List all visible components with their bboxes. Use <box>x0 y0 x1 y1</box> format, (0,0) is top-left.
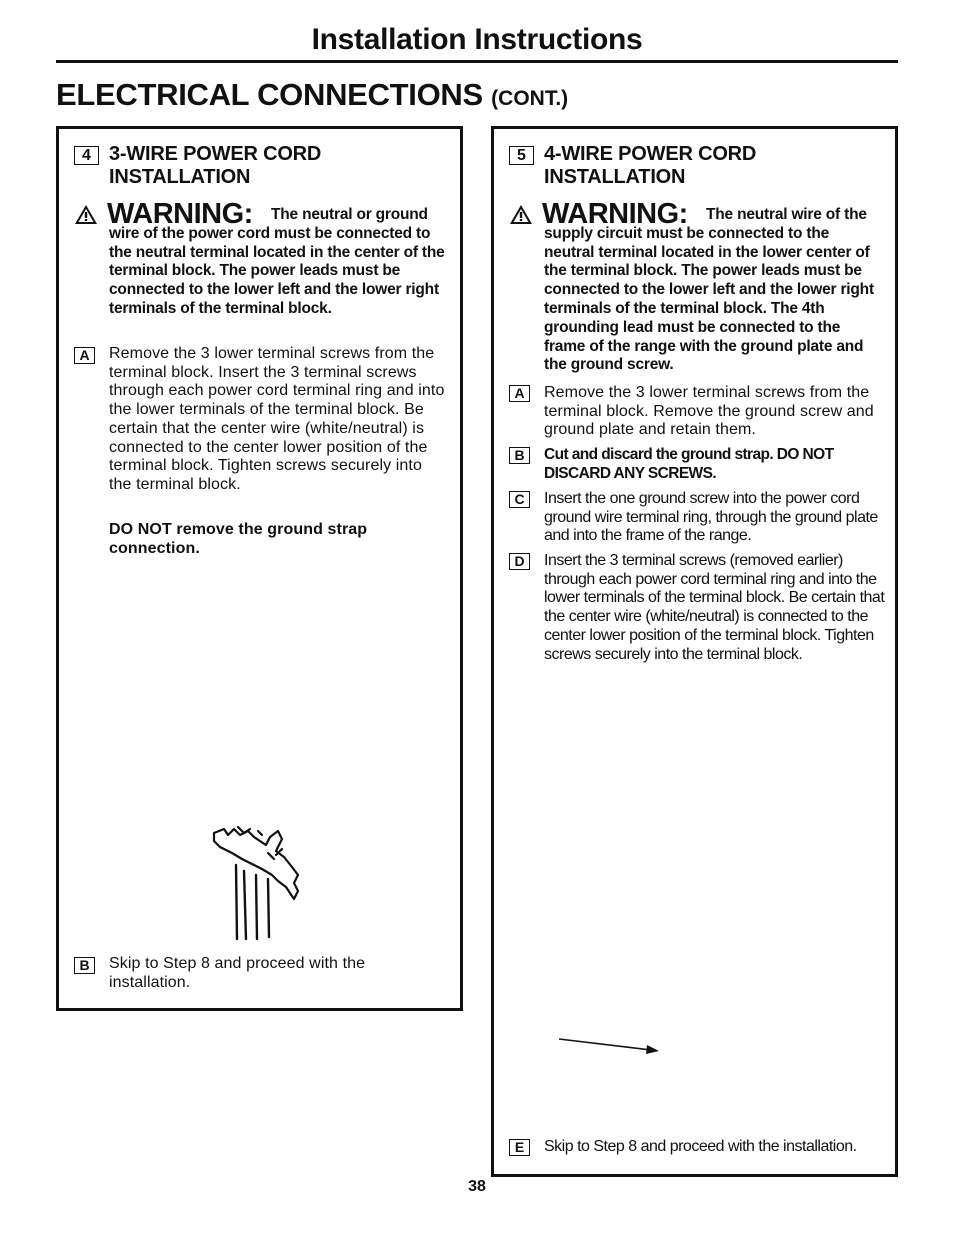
warning-triangle-icon <box>74 204 98 225</box>
step-5a-letter: A <box>509 385 530 402</box>
step-5b-text: Cut and discard the ground strap. DO NOT DISCARD ANY SCREWS. <box>544 446 834 482</box>
step-4a-letter: A <box>74 347 95 364</box>
step-5c-letter: C <box>509 491 530 508</box>
step-5d-letter: D <box>509 553 530 570</box>
step-4-note: DO NOT remove the ground strap connection. <box>109 521 368 557</box>
step-5-number: 5 <box>509 146 534 165</box>
step-5e-letter: E <box>509 1139 530 1156</box>
page-number: 38 <box>468 1178 486 1195</box>
step-5a-text: Remove the 3 lower terminal screws from the terminal block. Remove the ground screw and ground plate and retain them. <box>544 384 874 439</box>
section-title-main: ELECTRICAL CONNECTIONS <box>56 77 483 112</box>
step-5c-text: Insert the one ground screw into the power cord ground wire terminal ring, through the ground plate and into the frame of the range. <box>544 490 878 545</box>
page-header-title: Installation Instructions <box>311 23 643 56</box>
step-4-number: 4 <box>74 146 99 165</box>
section-title-cont: (CONT.) <box>491 87 569 110</box>
pointer-arrow-icon <box>555 1034 665 1058</box>
header-divider <box>56 60 898 63</box>
step-4a-text: Remove the 3 lower terminal screws from the terminal block. Insert the 3 terminal screws through each power cord terminal ring and into the lower terminals of the terminal block. Be certain that the center wire (white/neutral) is connected to the center lower position of the terminal block. Tighten screws securely into the terminal block. <box>109 345 445 493</box>
section-title <box>56 76 568 118</box>
step-5-warning-text: The neutral wire of the supply circuit must be connected to the neutral terminal located in the lower center of the terminal block. The power leads must be connected to the lower left and the lower right terminals of the terminal block. The 4th grounding lead must be connected to the frame of the range with the ground plate and the ground screw. <box>544 206 874 374</box>
terminal-block-illustration <box>210 825 305 945</box>
step-5-title: 4-WIRE POWER CORD INSTALLATION <box>544 143 757 188</box>
step-4-warning-text: The neutral or ground wire of the power cord must be connected to the neutral terminal located in the center of the terminal block. The power leads must be connected to the lower left and the lower right terminals of the terminal block. <box>109 206 445 317</box>
step-4b-letter: B <box>74 957 95 974</box>
warning-triangle-icon <box>509 204 533 225</box>
step-4-warning-label: WARNING: <box>107 198 253 230</box>
step-4-title: 3-WIRE POWER CORD INSTALLATION <box>109 143 322 188</box>
step-5e-text: Skip to Step 8 and proceed with the installation. <box>544 1138 857 1155</box>
step-5b-letter: B <box>509 447 530 464</box>
step-5-warning-label: WARNING: <box>542 198 688 230</box>
step-5d-text: Insert the 3 terminal screws (removed earlier) through each power cord terminal ring and into the lower terminals of the terminal block. Be certain that the center wire (white/neutral) is connected to the center lower position of the terminal block. Tighten screws securely into the terminal block. <box>544 552 885 663</box>
step-4b-text: Skip to Step 8 and proceed with the installation. <box>109 955 366 991</box>
